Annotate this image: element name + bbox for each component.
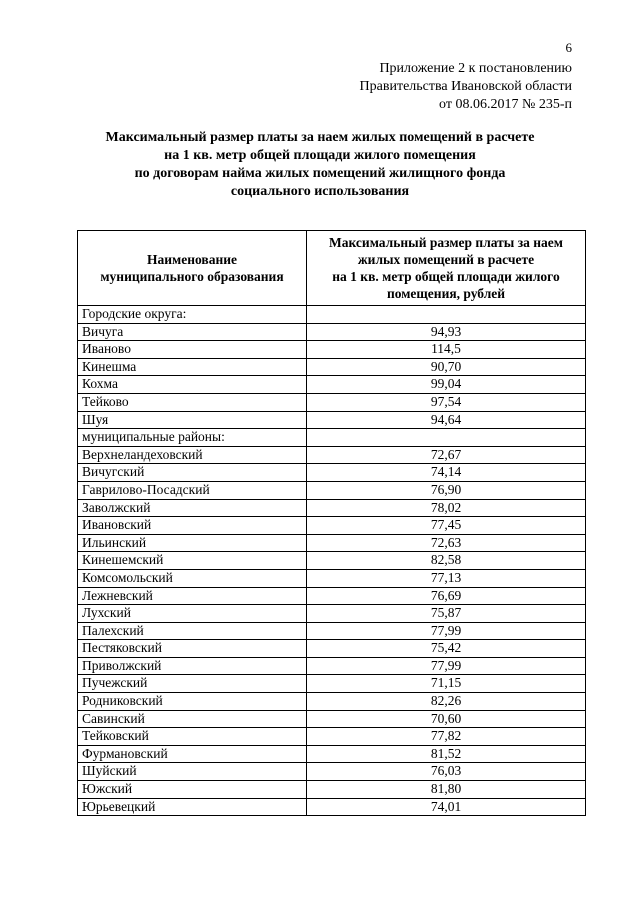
table-row <box>78 341 586 359</box>
empty-cell <box>307 429 586 447</box>
municipality-name: Пучежский <box>78 675 307 693</box>
fee-value: 82,26 <box>307 693 586 711</box>
municipality-name: Шуйский <box>78 763 307 781</box>
section-row-districts <box>78 429 586 447</box>
fee-value: 77,99 <box>307 622 586 640</box>
table-row <box>78 464 586 482</box>
municipality-name: Кохма <box>78 376 307 394</box>
appendix-note <box>360 60 572 114</box>
table-row <box>78 763 586 781</box>
title-line-2: на 1 кв. метр общей площади жилого помещения <box>164 148 476 163</box>
municipality-name: Ильинский <box>78 534 307 552</box>
section-label: Городские округа: <box>78 306 307 324</box>
section-label: муниципальные районы: <box>78 429 307 447</box>
appendix-line-3: от 08.06.2017 № 235-п <box>439 97 572 112</box>
table-row <box>78 693 586 711</box>
municipality-name: Пестяковский <box>78 640 307 658</box>
municipality-name: Фурмановский <box>78 745 307 763</box>
table-row <box>78 499 586 517</box>
table-row <box>78 481 586 499</box>
municipality-name: Комсомольский <box>78 569 307 587</box>
table-row <box>78 605 586 623</box>
table-row <box>78 675 586 693</box>
fee-value: 76,03 <box>307 763 586 781</box>
fee-value: 90,70 <box>307 358 586 376</box>
table-row <box>78 376 586 394</box>
title-line-4: социального использования <box>230 184 410 199</box>
fee-value: 82,58 <box>307 552 586 570</box>
table-row <box>78 710 586 728</box>
municipality-name: Вичуга <box>78 323 307 341</box>
fee-value: 76,69 <box>307 587 586 605</box>
municipality-name: Тейковский <box>78 728 307 746</box>
fee-value: 74,14 <box>307 464 586 482</box>
table-row <box>78 323 586 341</box>
fee-value: 77,82 <box>307 728 586 746</box>
municipality-name: Шуя <box>78 411 307 429</box>
municipality-name: Южский <box>78 781 307 799</box>
header-col2-line-1: Максимальный размер платы за наем <box>329 235 563 250</box>
municipality-name: Лежневский <box>78 587 307 605</box>
table-row <box>78 587 586 605</box>
section-row-urban <box>78 306 586 324</box>
fee-value: 70,60 <box>307 710 586 728</box>
table-row <box>78 798 586 816</box>
table-row <box>78 411 586 429</box>
table-row <box>78 745 586 763</box>
fee-value: 81,52 <box>307 745 586 763</box>
fee-value: 94,64 <box>307 411 586 429</box>
table-row <box>78 446 586 464</box>
fee-value: 81,80 <box>307 781 586 799</box>
fee-value: 76,90 <box>307 481 586 499</box>
municipality-name: Ивановский <box>78 517 307 535</box>
fee-table <box>77 230 586 816</box>
table-row <box>78 622 586 640</box>
municipality-name: Иваново <box>78 341 307 359</box>
table-row <box>78 393 586 411</box>
municipality-name: Заволжский <box>78 499 307 517</box>
table-header-row <box>78 231 586 306</box>
fee-value: 97,54 <box>307 393 586 411</box>
municipality-name: Палехский <box>78 622 307 640</box>
fee-value: 74,01 <box>307 798 586 816</box>
empty-cell <box>307 306 586 324</box>
table-row <box>78 657 586 675</box>
fee-table-body <box>78 306 586 816</box>
municipality-name: Кинешемский <box>78 552 307 570</box>
table-row <box>78 358 586 376</box>
municipality-name: Родниковский <box>78 693 307 711</box>
title-line-1: Максимальный размер платы за наем жилых помещений в расчете <box>105 130 535 145</box>
fee-value: 77,45 <box>307 517 586 535</box>
fee-value: 71,15 <box>307 675 586 693</box>
table-row <box>78 569 586 587</box>
fee-value: 72,63 <box>307 534 586 552</box>
title-line-3: по договорам найма жилых помещений жилищного фонда <box>134 166 506 181</box>
fee-value: 94,93 <box>307 323 586 341</box>
table-row <box>78 552 586 570</box>
appendix-line-1: Приложение 2 к постановлению <box>379 61 572 76</box>
table-row <box>78 534 586 552</box>
fee-value: 75,42 <box>307 640 586 658</box>
page-number: 6 <box>565 40 572 55</box>
appendix-line-2: Правительства Ивановской области <box>359 79 572 94</box>
municipality-name: Гаврилово-Посадский <box>78 481 307 499</box>
fee-value: 77,99 <box>307 657 586 675</box>
municipality-name: Савинский <box>78 710 307 728</box>
table-row <box>78 728 586 746</box>
municipality-name: Верхнеландеховский <box>78 446 307 464</box>
header-col2-line-2: жилых помещений в расчете <box>357 252 535 267</box>
municipality-name: Лухский <box>78 605 307 623</box>
header-col1-line-2: муниципального образования <box>100 269 284 284</box>
fee-value: 72,67 <box>307 446 586 464</box>
table-row <box>78 517 586 535</box>
header-col2-line-3: на 1 кв. метр общей площади жилого <box>332 269 560 284</box>
fee-value: 77,13 <box>307 569 586 587</box>
municipality-name: Вичугский <box>78 464 307 482</box>
fee-value: 75,87 <box>307 605 586 623</box>
municipality-name: Тейково <box>78 393 307 411</box>
document-title <box>70 129 570 201</box>
header-municipality <box>78 231 307 306</box>
header-col1-line-1: Наименование <box>147 252 237 267</box>
fee-value: 99,04 <box>307 376 586 394</box>
fee-value: 114,5 <box>307 341 586 359</box>
table-row <box>78 781 586 799</box>
municipality-name: Кинешма <box>78 358 307 376</box>
fee-value: 78,02 <box>307 499 586 517</box>
header-col2-line-4: помещения, рублей <box>386 286 506 301</box>
table-row <box>78 640 586 658</box>
municipality-name: Юрьевецкий <box>78 798 307 816</box>
header-max-fee <box>307 231 586 306</box>
municipality-name: Приволжский <box>78 657 307 675</box>
